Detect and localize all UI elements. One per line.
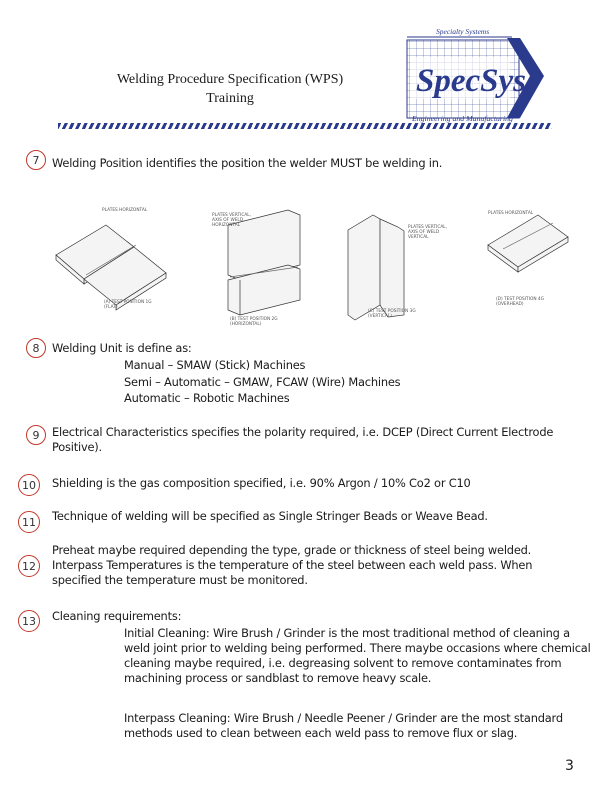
section-11-text: Technique of welding will be specified as Single Stringer Beads or Weave Bead. [52, 509, 488, 523]
title-line-1: Welding Procedure Specification (WPS) [116, 72, 344, 87]
section-9-badge: 9 [26, 425, 46, 445]
section-10-text: Shielding is the gas composition specified, i.e. 90% Argon / 10% Co2 or C10 [52, 476, 471, 490]
title-line-2: Training [206, 91, 254, 106]
section-12-text: Preheat maybe required depending the type, grade or thickness of steel being welded. Interpass Temperatures is the temperature of the steel between each weld pass. When specified the temperature must be monitored. [52, 543, 533, 587]
logo-name: SpecSys [416, 63, 526, 99]
section-10-badge: 10 [18, 474, 40, 496]
section-8-badge: 8 [26, 338, 46, 358]
welding-unit-automatic: Automatic – Robotic Machines [124, 391, 290, 405]
fig-b-position: (B) TEST POSITION 2G (HORIZONTAL) [230, 317, 278, 327]
section-7-text: Welding Position identifies the position the welder MUST be welding in. [52, 156, 443, 170]
welding-positions-drawing [48, 205, 570, 330]
welding-unit-manual: Manual – SMAW (Stick) Machines [124, 358, 306, 372]
fig-a-position: (A) TEST POSITION 1G (FLAT) [104, 300, 152, 310]
fig-a-label: PLATES HORIZONTAL [102, 208, 148, 213]
logo-top-text: Specialty Systems [436, 27, 490, 36]
fig-d-label: PLATES HORIZONTAL [488, 211, 534, 216]
initial-cleaning-text: Initial Cleaning: Wire Brush / Grinder is the most traditional method of cleaning a weld joint prior to welding being performed. There maybe occasions where chemical cleaning maybe required, i.e. degreasing solvent to remove contaminates from machining process or sandblast to remove heavy scale. [124, 626, 591, 685]
specsys-logo [402, 20, 552, 128]
page-number: 3 [565, 758, 574, 774]
interpass-cleaning-text: Interpass Cleaning: Wire Brush / Needle Peener / Grinder are the most standard methods used to clean between each weld pass to remove flux or slag. [124, 711, 563, 740]
welding-unit-semi: Semi – Automatic – GMAW, FCAW (Wire) Machines [124, 375, 401, 389]
fig-b-label: PLATES VERTICAL, AXIS OF WELD HORIZONTAL [212, 213, 252, 228]
logo-tagline: Engineering and Manufacturing [412, 114, 513, 123]
section-9-text: Electrical Characteristics specifies the polarity required, i.e. DCEP (Direct Current Electrode Positive). [52, 425, 554, 454]
fig-c-label: PLATES VERTICAL, AXIS OF WELD VERTICAL [408, 225, 448, 240]
section-8-text: Welding Unit is define as: [52, 341, 192, 355]
header-divider [58, 123, 410, 129]
section-7-badge: 7 [26, 150, 46, 170]
welding-positions-figure [48, 205, 570, 330]
fig-d-position: (D) TEST POSITION 4G (OVERHEAD) [496, 297, 544, 307]
section-13-text: Cleaning requirements: [52, 609, 182, 623]
document-title [60, 70, 400, 108]
section-11-badge: 11 [18, 511, 40, 533]
fig-c-position: (C) TEST POSITION 3G (VERTICAL) [368, 309, 416, 319]
section-13-badge: 13 [18, 610, 40, 632]
section-12-badge: 12 [18, 555, 40, 577]
